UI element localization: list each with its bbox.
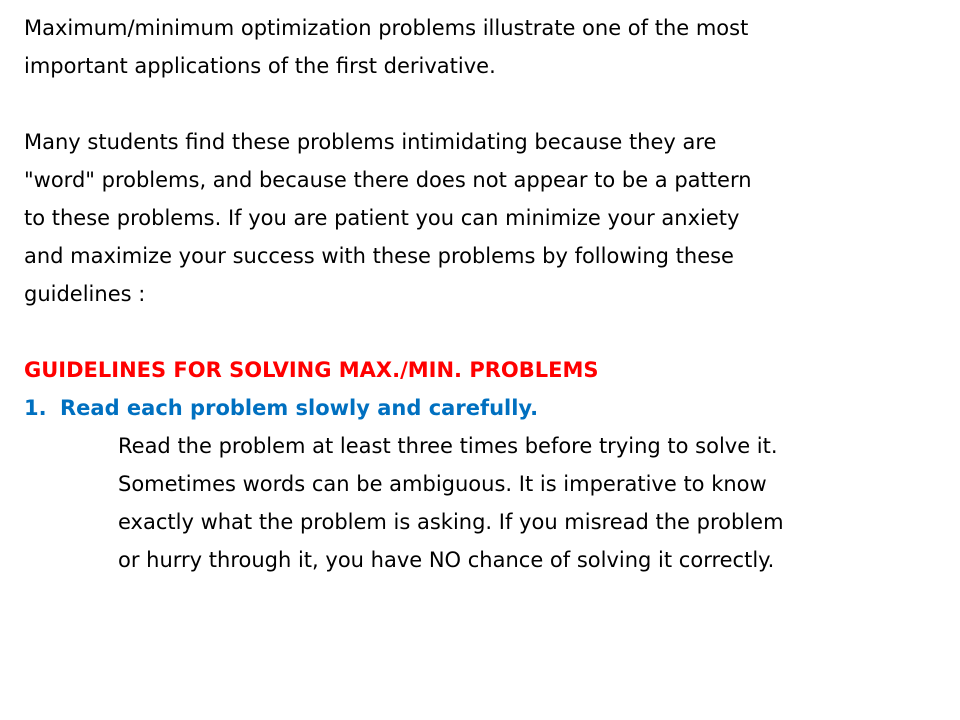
step-1-number: 1.: [24, 396, 47, 420]
paragraph-line-3: to these problems. If you are patient you can minimize your anxiety: [24, 206, 740, 230]
step-1-title-line: [24, 389, 538, 427]
intro-line-1: Maximum/minimum optimization problems illustrate one of the most: [24, 16, 749, 40]
step-1-body-line-1: Read the problem at least three times before trying to solve it.: [118, 434, 778, 458]
step-1-title: Read each problem slowly and carefully.: [60, 396, 539, 420]
step-1-body-line-3: exactly what the problem is asking. If you misread the problem: [118, 510, 784, 534]
paragraph-line-2: "word" problems, and because there does not appear to be a pattern: [24, 168, 752, 192]
intro-line-2: important applications of the first derivative.: [24, 54, 496, 78]
step-1-body-line-4: or hurry through it, you have NO chance of solving it correctly.: [118, 548, 775, 572]
guidelines-heading: GUIDELINES FOR SOLVING MAX./MIN. PROBLEMS: [24, 358, 599, 382]
paragraph-line-4: and maximize your success with these problems by following these: [24, 244, 734, 268]
paragraph-line-5: guidelines :: [24, 282, 146, 306]
step-1-body-line-2: Sometimes words can be ambiguous. It is imperative to know: [118, 472, 767, 496]
paragraph-line-1: Many students find these problems intimidating because they are: [24, 130, 717, 154]
